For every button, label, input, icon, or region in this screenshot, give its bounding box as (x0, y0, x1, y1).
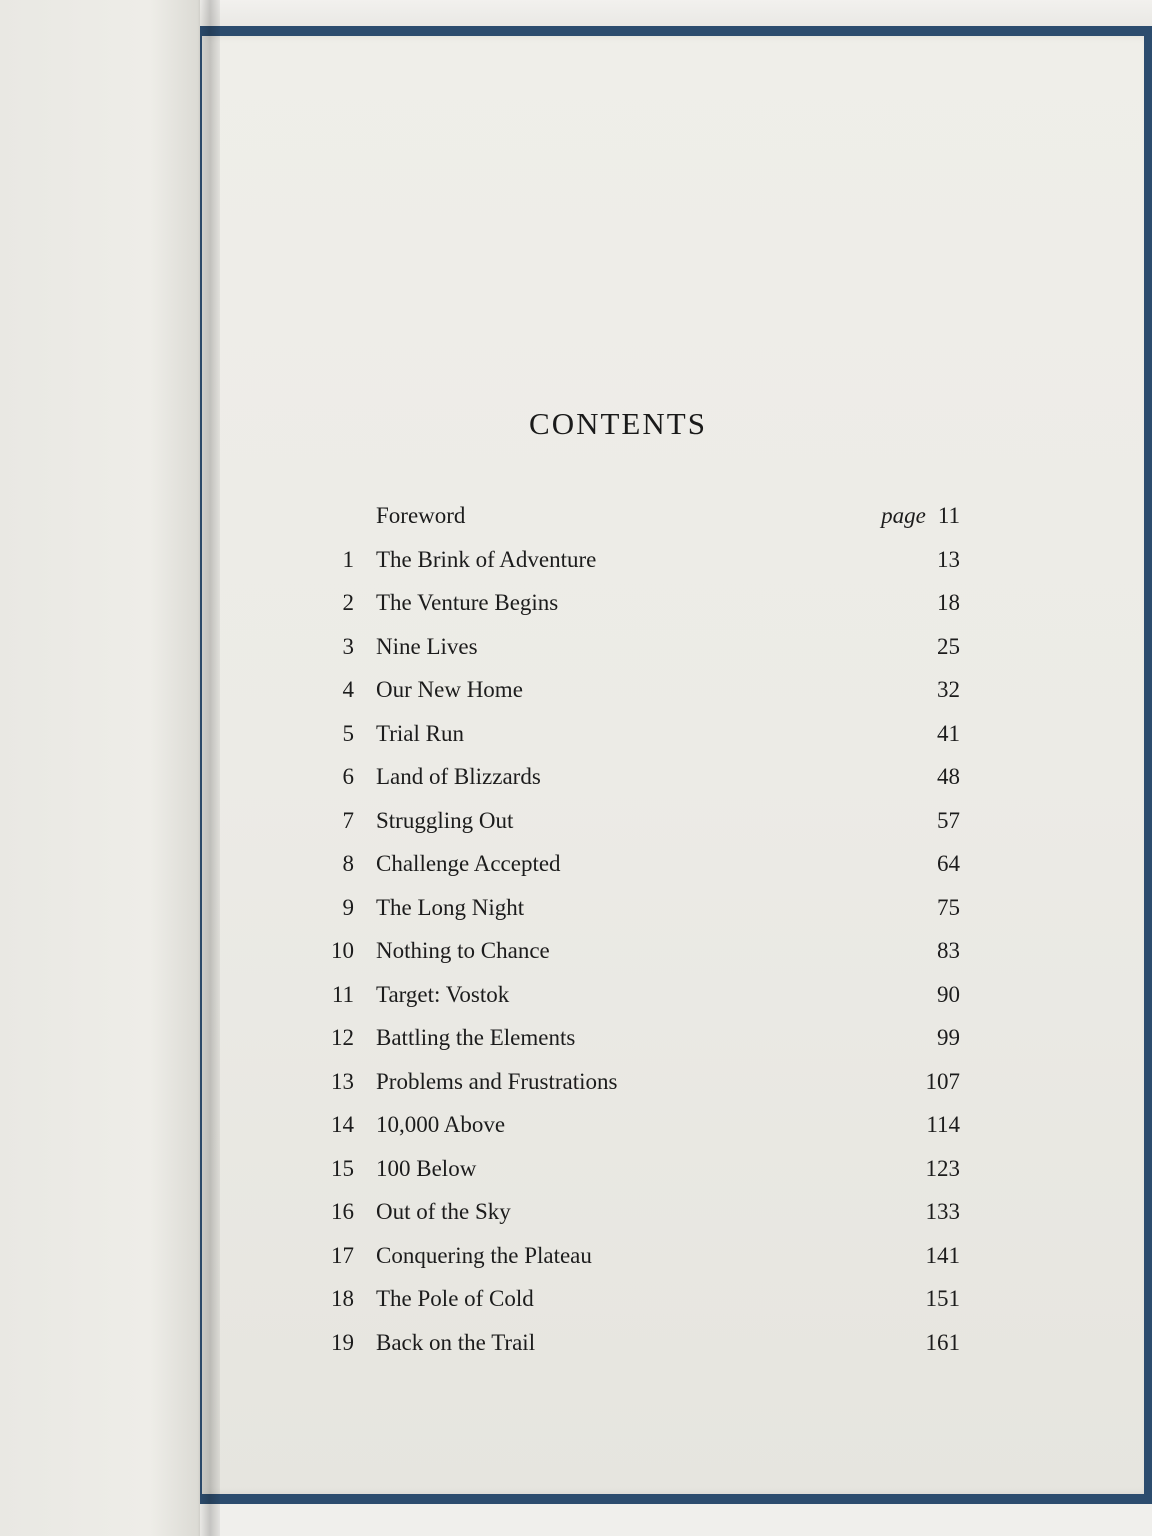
page-number: 107 (925, 1068, 960, 1094)
page-number-cell (926, 1151, 961, 1187)
chapter-number: 19 (331, 1329, 354, 1355)
toc-entry (300, 629, 964, 665)
chapter-number: 8 (342, 851, 354, 876)
page-number: 13 (937, 546, 960, 572)
page-number: 83 (937, 938, 960, 963)
toc-entry (300, 498, 964, 534)
chapter-number: 13 (331, 1068, 354, 1094)
left-page (0, 0, 214, 1536)
page-number: 32 (937, 677, 960, 702)
page-number: 11 (937, 503, 960, 528)
page-number-cell (937, 977, 960, 1013)
chapter-title: Battling the Elements (376, 1025, 576, 1050)
page-number-cell (937, 716, 960, 752)
page-number: 57 (937, 807, 960, 833)
page-number-cell (926, 1281, 961, 1317)
gutter-shadow (198, 0, 220, 1536)
page-number-cell (937, 759, 960, 795)
toc-entry (300, 1107, 964, 1143)
chapter-title: Land of Blizzards (376, 764, 541, 789)
chapter-number: 16 (331, 1199, 354, 1224)
page-number-cell (937, 803, 960, 839)
page-number: 75 (937, 894, 960, 920)
background-bottom (200, 1504, 1152, 1536)
page-number-cell (926, 1325, 961, 1361)
page-number: 90 (937, 981, 960, 1007)
toc-entry (300, 1281, 964, 1317)
toc-entry (300, 977, 964, 1013)
chapter-number: 11 (331, 981, 354, 1007)
toc-entry (300, 803, 964, 839)
chapter-number: 10 (331, 938, 354, 963)
toc-entry (300, 759, 964, 795)
chapter-number: 9 (342, 894, 354, 920)
page-number-cell (937, 933, 960, 969)
toc-entry (300, 1194, 964, 1230)
chapter-title: The Long Night (376, 894, 525, 920)
page-number: 114 (926, 1112, 960, 1137)
chapter-number: 14 (331, 1112, 354, 1137)
page-title: CONTENTS (529, 406, 707, 441)
chapter-title: 100 Below (376, 1155, 477, 1181)
page-number: 18 (937, 590, 960, 615)
toc-entry (300, 846, 964, 882)
page-number: 161 (925, 1329, 960, 1355)
toc-entry (300, 933, 964, 969)
page-number-cell (926, 1194, 961, 1230)
chapter-title: Problems and Frustrations (376, 1068, 618, 1094)
page-number: 48 (937, 764, 960, 789)
chapter-number: 2 (342, 590, 354, 615)
page-number-cell (937, 629, 960, 665)
toc-entry (300, 672, 964, 708)
chapter-title: The Venture Begins (376, 590, 559, 615)
chapter-number: 7 (342, 807, 354, 833)
chapter-number: 4 (342, 677, 354, 702)
page-number: 25 (937, 633, 960, 659)
chapter-title: Struggling Out (376, 807, 514, 833)
chapter-number: 12 (331, 1025, 354, 1050)
chapter-title: Target: Vostok (376, 981, 510, 1007)
page-number-cell (937, 585, 960, 621)
chapter-title: The Pole of Cold (376, 1286, 534, 1311)
chapter-number: 18 (331, 1286, 354, 1311)
page-number: 99 (937, 1025, 960, 1050)
toc-entry (300, 1064, 964, 1100)
page-number-cell (926, 1064, 961, 1100)
chapter-number: 3 (342, 633, 354, 659)
chapter-title: Back on the Trail (376, 1329, 536, 1355)
chapter-number: 17 (331, 1242, 354, 1268)
toc-entry (300, 1020, 964, 1056)
chapter-title: Challenge Accepted (376, 851, 561, 876)
chapter-number: 1 (342, 546, 354, 572)
chapter-title: Our New Home (376, 677, 523, 702)
page-number-cell (937, 672, 960, 708)
page-number-cell (937, 542, 960, 578)
toc-entry (300, 585, 964, 621)
toc-entry (300, 890, 964, 926)
page-number: 151 (925, 1286, 960, 1311)
page-number: 133 (925, 1199, 960, 1224)
page-number-cell (881, 498, 960, 534)
page-number-cell (926, 1107, 960, 1143)
toc-entry (300, 542, 964, 578)
toc-entry (300, 1151, 964, 1187)
chapter-title: 10,000 Above (376, 1112, 506, 1137)
chapter-title: Foreword (376, 503, 466, 528)
chapter-title: Out of the Sky (376, 1199, 511, 1224)
page-number: 64 (937, 851, 960, 876)
page-number-cell (926, 1238, 961, 1274)
chapter-number: 6 (342, 764, 354, 789)
page-column-label: page (881, 503, 926, 528)
chapter-number: 5 (342, 720, 354, 746)
toc-entry (300, 1238, 964, 1274)
chapter-title: Trial Run (376, 720, 464, 746)
chapter-title: Nine Lives (376, 633, 478, 659)
chapter-title: The Brink of Adventure (376, 546, 597, 572)
page-number: 123 (925, 1155, 960, 1181)
page-number-cell (937, 846, 960, 882)
chapter-number: 15 (331, 1155, 354, 1181)
page-number-cell (937, 1020, 960, 1056)
toc-entry (300, 716, 964, 752)
page-number-cell (937, 890, 960, 926)
chapter-title: Nothing to Chance (376, 938, 550, 963)
chapter-title: Conquering the Plateau (376, 1242, 592, 1268)
toc-entry (300, 1325, 964, 1361)
page-number: 41 (937, 720, 960, 746)
page-number: 141 (925, 1242, 960, 1268)
